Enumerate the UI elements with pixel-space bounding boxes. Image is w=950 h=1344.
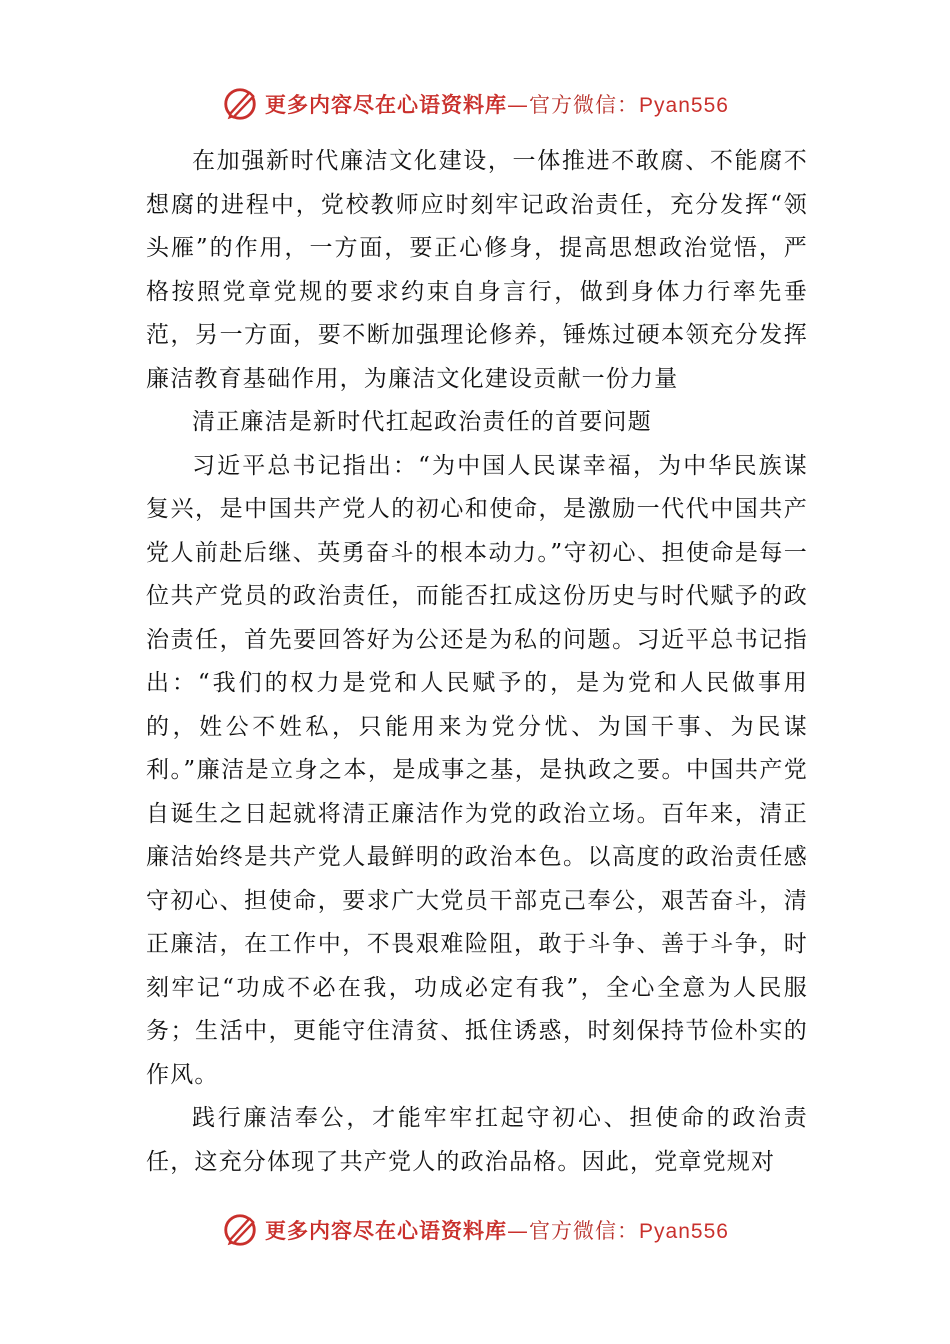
pen-logo-icon bbox=[221, 1211, 259, 1249]
banner-text bbox=[265, 1215, 729, 1245]
banner-wechat-id: Pyan556 bbox=[639, 94, 729, 117]
document-body bbox=[146, 140, 808, 1184]
pen-logo-icon bbox=[221, 85, 259, 123]
banner-separator: — bbox=[507, 1219, 530, 1243]
banner-wechat-id: Pyan556 bbox=[639, 1220, 729, 1243]
paragraph: 在加强新时代廉洁文化建设，一体推进不敢腐、不能腐不想腐的进程中，党校教师应时刻牢记政治责任，充分发挥“领头雁”的作用，一方面，要正心修身，提高思想政治觉悟，严格按照党章党规的要求约束自身言行，做到身体力行率先垂范，另一方面，要不断加强理论修养，锤炼过硬本领充分发挥廉洁教育基础作用，为廉洁文化建设贡献一份力量 bbox=[146, 148, 808, 392]
footer-banner bbox=[0, 1208, 950, 1252]
banner-brand: 更多内容尽在心语资料库 bbox=[265, 1219, 508, 1243]
banner-brand: 更多内容尽在心语资料库 bbox=[265, 93, 508, 117]
header-banner bbox=[0, 82, 950, 126]
banner-wechat-label: 官方微信： bbox=[529, 93, 640, 117]
paragraph: 践行廉洁奉公，才能牢牢扛起守初心、担使命的政治责任，这充分体现了共产党人的政治品格。因此，党章党规对 bbox=[146, 1105, 808, 1175]
banner-wechat-label: 官方微信： bbox=[529, 1219, 640, 1243]
section-heading: 清正廉洁是新时代扛起政治责任的首要问题 bbox=[192, 409, 652, 435]
banner-separator: — bbox=[507, 93, 530, 117]
paragraph: 习近平总书记指出：“为中国人民谋幸福，为中华民族谋复兴，是中国共产党人的初心和使命，是激励一代代中国共产党人前赴后继、英勇奋斗的根本动力。”守初心、担使命是每一位共产党员的政治责任，而能否扛成这份历史与时代赋予的政治责任，首先要回答好为公还是为私的问题。习近平总书记指出：“我们的权力是党和人民赋予的，是为党和人民做事用的，姓公不姓私，只能用来为党分忧、为国干事、为民谋利。”廉洁是立身之本，是成事之基，是执政之要。中国共产党自诞生之日起就将清正廉洁作为党的政治立场。百年来，清正廉洁始终是共产党人最鲜明的政治本色。以高度的政治责任感守初心、担使命，要求广大党员干部克己奉公，艰苦奋斗，清正廉洁，在工作中，不畏艰难险阻，敢于斗争、善于斗争，时刻牢记“功成不必在我，功成必定有我”，全心全意为人民服务；生活中，更能守住清贫、抵住诱惑，时刻保持节俭朴实的作风。 bbox=[146, 452, 808, 1088]
banner-text bbox=[265, 89, 729, 119]
